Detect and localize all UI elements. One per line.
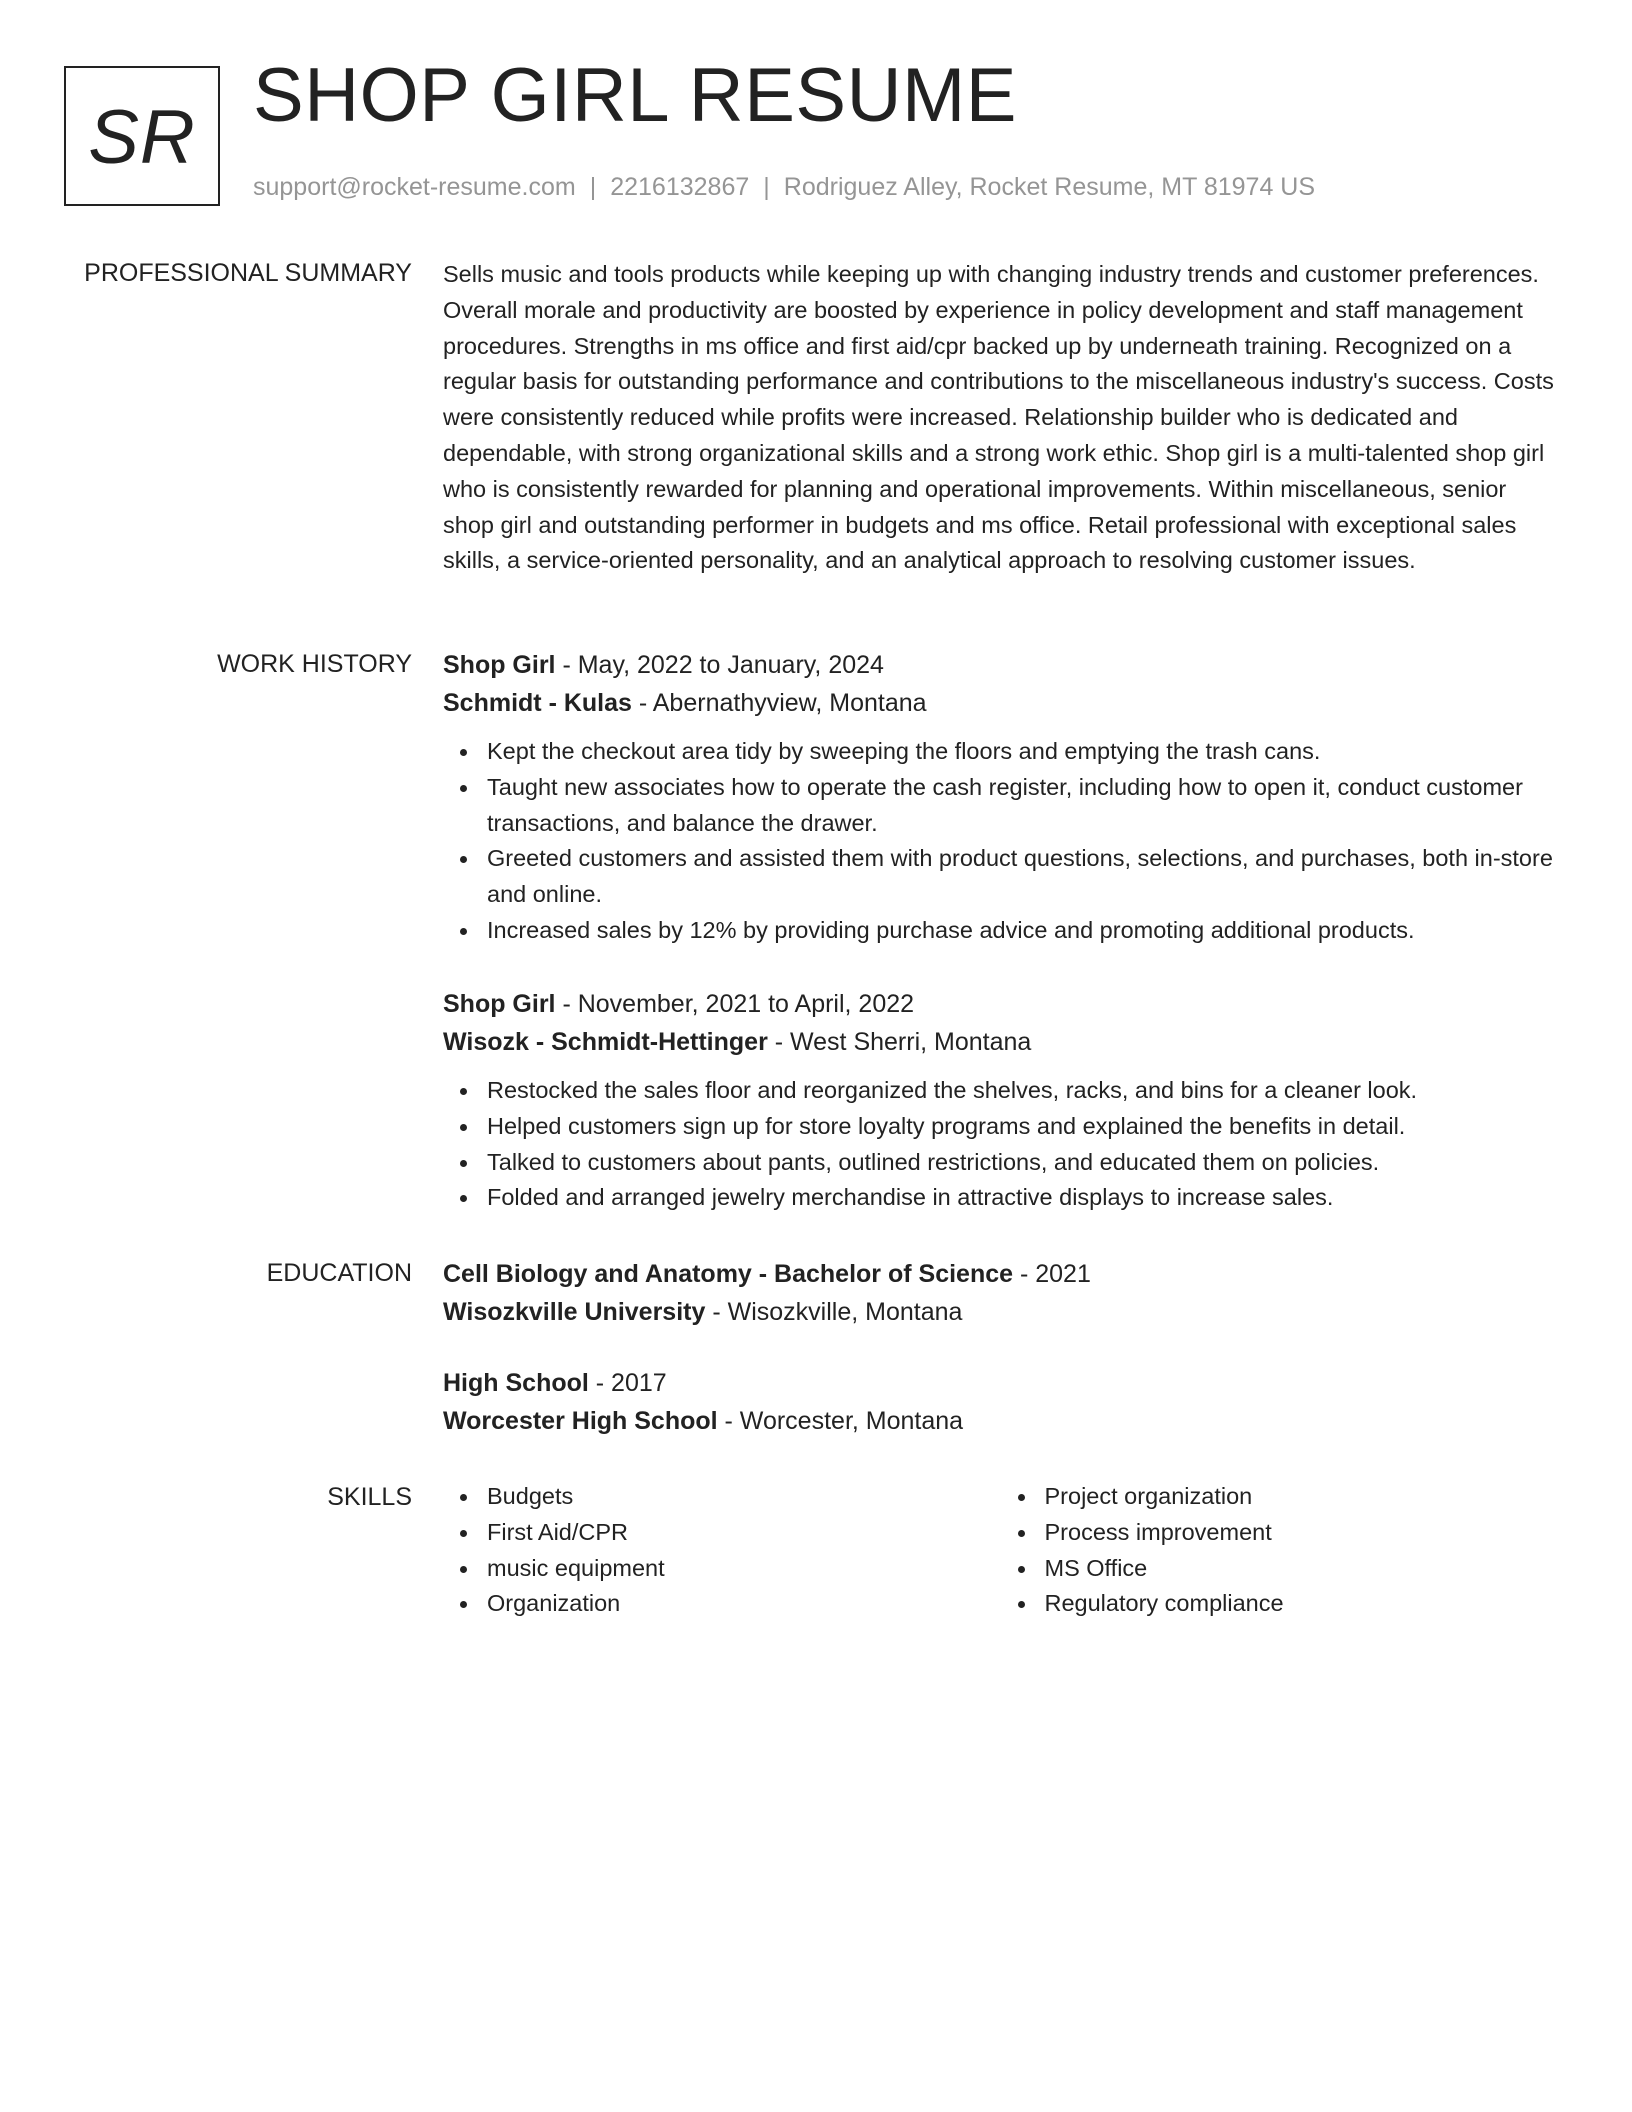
job-dates: - May, 2022 to January, 2024 — [555, 651, 884, 679]
skill-item: music equipment — [487, 1551, 1001, 1587]
education-entry — [443, 1364, 1558, 1440]
job-company-line — [443, 1023, 1558, 1061]
education-entry — [443, 1255, 1558, 1331]
contact-phone: 2216132867 — [610, 173, 750, 201]
monogram-box — [64, 66, 220, 206]
contact-email: support@rocket-resume.com — [253, 173, 576, 201]
section-label-work-history: WORK HISTORY — [217, 650, 412, 678]
skill-item: Budgets — [487, 1479, 1001, 1515]
education-school: Wisozkville University — [443, 1298, 706, 1326]
job-duty: Kept the checkout area tidy by sweeping the floors and emptying the trash cans. — [487, 734, 1558, 770]
job-title: Shop Girl — [443, 990, 556, 1018]
education-location: - Wisozkville, Montana — [705, 1298, 963, 1326]
work-history-section-2 — [443, 985, 1558, 1216]
job-duty: Greeted customers and assisted them with product questions, selections, and purchases, both in-store and online. — [487, 841, 1558, 913]
skills-list-left — [443, 1479, 1001, 1622]
education-school-line — [443, 1402, 1558, 1440]
job-location: - Abernathyview, Montana — [631, 689, 927, 717]
education-school: Worcester High School — [443, 1407, 718, 1435]
skill-item: Project organization — [1045, 1479, 1559, 1515]
skill-item: Regulatory compliance — [1045, 1586, 1559, 1622]
job-company: Schmidt - Kulas — [443, 689, 632, 717]
skill-item: Organization — [487, 1586, 1001, 1622]
job-title: Shop Girl — [443, 651, 556, 679]
job-company: Wisozk - Schmidt-Hettinger — [443, 1028, 768, 1056]
job-entry — [443, 646, 1558, 949]
section-label-education: EDUCATION — [266, 1259, 412, 1287]
job-duty: Talked to customers about pants, outlined restrictions, and educated them on policies. — [487, 1145, 1558, 1181]
job-title-line — [443, 985, 1558, 1023]
job-duty: Helped customers sign up for store loyalty programs and explained the benefits in detail. — [487, 1109, 1558, 1145]
contact-separator: | — [589, 173, 597, 201]
contact-address: Rodriguez Alley, Rocket Resume, MT 81974 US — [783, 173, 1316, 201]
job-duty: Folded and arranged jewelry merchandise in attractive displays to increase sales. — [487, 1180, 1558, 1216]
work-history-section — [443, 646, 1558, 949]
resume-title: SHOP GIRL RESUME — [253, 53, 1017, 138]
skill-item: First Aid/CPR — [487, 1515, 1001, 1551]
education-degree: Cell Biology and Anatomy - Bachelor of Science — [443, 1260, 1014, 1288]
summary-text: Sells music and tools products while keeping up with changing industry trends and customer preferences. Overall morale and productivity are boosted by experience in policy development and staff management procedures. Strengths in ms office and first aid/cpr backed up by underneath training. Recognized on a regular basis for outstanding performance and contributions to the miscellaneous industry's success. Costs were consistently reduced while profits were increased. Relationship builder who is dedicated and dependable, with strong organizational skills and a strong work ethic. Shop girl is a multi-talented shop girl who is consistently rewarded for planning and operational improvements. Within miscellaneous, senior shop girl and outstanding performer in budgets and ms office. Retail professional with exceptional sales skills, a service-oriented personality, and an analytical approach to resolving customer issues. — [443, 261, 1554, 574]
job-duty: Taught new associates how to operate the cash register, including how to open it, conduct customer transactions, and balance the drawer. — [487, 770, 1558, 842]
education-section-2 — [443, 1364, 1558, 1440]
summary-section — [443, 257, 1558, 579]
section-label-summary: PROFESSIONAL SUMMARY — [84, 259, 412, 287]
education-year: - 2017 — [588, 1369, 667, 1397]
job-title-line — [443, 646, 1558, 684]
job-company-line — [443, 684, 1558, 722]
contact-line — [253, 172, 1315, 202]
education-degree-line — [443, 1255, 1558, 1293]
skill-item: Process improvement — [1045, 1515, 1559, 1551]
section-label-skills: SKILLS — [327, 1483, 412, 1511]
monogram-initials: SR — [88, 94, 196, 180]
skills-list-right — [1001, 1479, 1559, 1622]
job-duty: Increased sales by 12% by providing purchase advice and promoting additional products. — [487, 913, 1558, 949]
education-section — [443, 1255, 1558, 1331]
skill-item: MS Office — [1045, 1551, 1559, 1587]
job-duties-list — [443, 1073, 1558, 1216]
job-duty: Restocked the sales floor and reorganized the shelves, racks, and bins for a cleaner look. — [487, 1073, 1558, 1109]
job-dates: - November, 2021 to April, 2022 — [555, 990, 915, 1018]
education-degree: High School — [443, 1369, 589, 1397]
skills-columns — [443, 1479, 1558, 1622]
job-entry — [443, 985, 1558, 1216]
skills-section — [443, 1479, 1558, 1622]
contact-separator: | — [763, 173, 770, 201]
job-location: - West Sherri, Montana — [767, 1028, 1032, 1056]
education-degree-line — [443, 1364, 1558, 1402]
education-location: - Worcester, Montana — [717, 1407, 964, 1435]
education-year: - 2021 — [1013, 1260, 1091, 1288]
education-school-line — [443, 1293, 1558, 1331]
job-duties-list — [443, 734, 1558, 949]
